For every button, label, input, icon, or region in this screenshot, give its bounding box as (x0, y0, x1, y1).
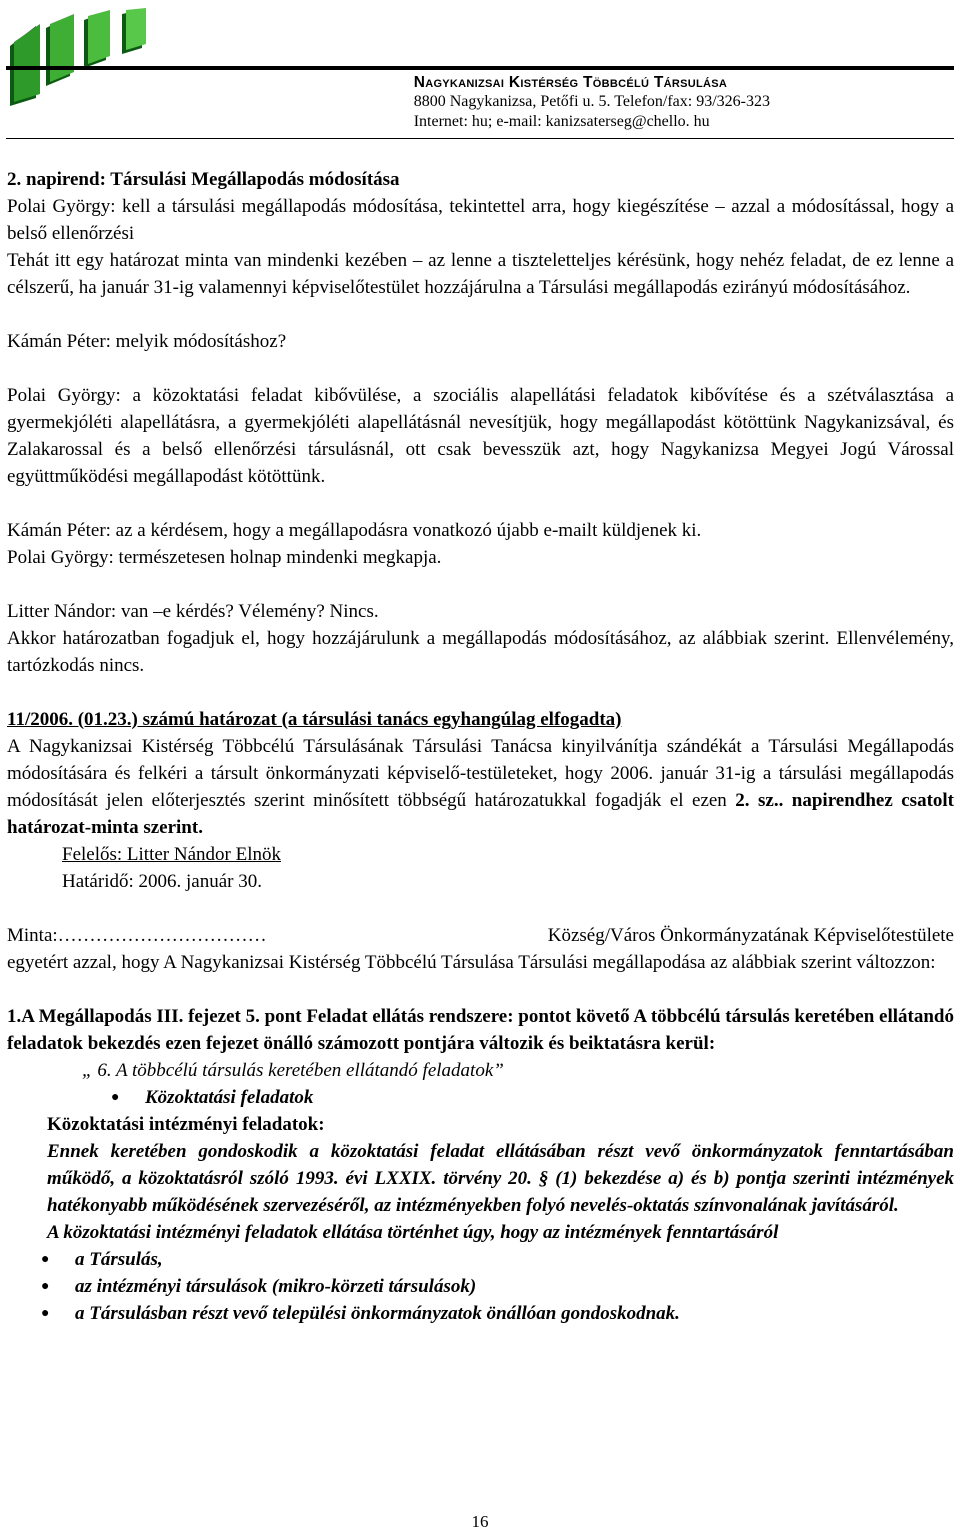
list-item: ● a Társulásban részt vevő települési önkormányzatok önállóan gondoskodnak. (7, 1300, 954, 1327)
paragraph-polai-1: Polai György: kell a társulási megállapodás módosítása, tekintettel arra, hogy kiegészítése – azzal a módosítással, hogy a belső ellenőrzési (7, 196, 954, 244)
nktt-logo (6, 6, 176, 112)
bullet-dot-icon: ● (41, 1306, 50, 1321)
minta-label: Minta:…………………………… (7, 925, 267, 946)
paragraph-kaman-1: Kámán Péter: melyik módosításhoz? (7, 331, 287, 352)
page-number: 16 (471, 1512, 489, 1531)
resolution-bold-tail: 2. sz.. napirendhez csatolt határozat-minta szerint. (7, 790, 955, 838)
paragraph-akkor: Akkor határozatban fogadjuk el, hogy hozzájárulunk a megállapodás módosításához, az alábbiak szerint. Ellenvélemény, tartózkodás nincs. (7, 628, 954, 676)
letterhead (0, 0, 960, 140)
bullet-main: ● Közoktatási feladatok (7, 1084, 954, 1111)
minta-right-text: Község/Város Önkormányzatának Képviselőtestülete (547, 925, 954, 946)
organization-address: 8800 Nagykanizsa, Petőfi u. 5. Telefon/fax: 93/326-323 (413, 93, 770, 110)
italic-paragraph-1: Ennek keretében gondoskodik a közoktatási feladat ellátásában részt vevő önkormányzatok fenntartásában működő, a közoktatásról szóló 1993. évi LXXIX. törvény 20. § (1) bekezdése a) és b) pontja szerinti intézmények hatékonyabb működésének szervezéséről, az intézményekben folyó nevelés-oktatás színvonalának javításáról. (47, 1141, 954, 1216)
paragraph-litter-1: Litter Nándor: van –e kérdés? Vélemény? Nincs. (7, 601, 379, 622)
resolution-text: A Nagykanizsai Kistérség Többcélú Társulásának Társulási Tanácsa kinyilvánítja szándékát a Társulási Megállapodás módosítására és felkéri a társult önkormányzati képviselő-testületeket, hogy 2006. január 31-ig a társulási megállapodás módosítását jelen előterjesztés szerint minősített többségű határozatukkal fogadják el ezen 2. sz.. napirendhez csatolt határozat-minta szerint. (7, 736, 955, 838)
resolution-title: 11/2006. (01.23.) számú határozat (a társulási tanács egyhangúlag elfogadta) (7, 709, 622, 730)
agenda-heading: 2. napirend: Társulási Megállapodás módosítása (7, 169, 400, 190)
header-rule (6, 66, 954, 70)
bullet-dot-icon: ● (111, 1090, 120, 1105)
list-item: ● a Társulás, (7, 1246, 954, 1273)
section-heading: 1.A Megállapodás III. fejezet 5. pont Feladat ellátás rendszere: pontot követő A többcélú társulás keretében ellátandó feladatok bekezdés ezen fejezet önálló számozott pontjára változik és beiktatásra kerül: (7, 1006, 954, 1054)
quote-line: „ 6. A többcélú társulás keretében ellátandó feladatok” (82, 1060, 504, 1081)
responsible-line: Felelős: Litter Nándor Elnök (62, 844, 281, 865)
organization-name: Nagykanizsai Kistérség Többcélú Társulása (413, 74, 728, 91)
bullet-dot-icon: ● (41, 1252, 50, 1267)
paragraph-polai-2: Polai György: a közoktatási feladat kibővülése, a szociális alapellátási feladatok kibővítése és a szétválasztása a gyermekjóléti alapellátásra, a gyermekjóléti alapellátásnál nevesítjük, hogy megállapodást kötöttünk Nagykanizsával, és Zalakarossal és a belső ellenőrzési társulásnál, ott csak bevesszük azt, hogy Nagykanizsa Megyei Jogú Várossal együttműködési megállapodást kötöttünk. (7, 385, 954, 487)
italic-paragraph-2: A közoktatási intézményi feladatok ellátása történhet úgy, hogy az intézmények fenntartásáról (47, 1222, 779, 1243)
list-item: ● az intézményi társulások (mikro-körzeti társulások) (7, 1273, 954, 1300)
deadline-line: Határidő: 2006. január 30. (62, 871, 262, 892)
document-body (7, 166, 954, 1327)
minta-rest: egyetért azzal, hogy A Nagykanizsai Kistérség Többcélú Társulása Társulási megállapodása az alábbiak szerint változzon: (7, 952, 936, 973)
organization-internet: Internet: hu; e-mail: kanizsaterseg@chello. hu (413, 113, 710, 130)
subheading: Közoktatási intézményi feladatok: (47, 1114, 325, 1135)
header-thin-rule (6, 138, 954, 139)
paragraph-tehat: Tehát itt egy határozat minta van mindenki kezében – az lenne a tiszteletteljes kérésünk, hogy nehéz feladat, de ez lenne a célszerű, ha január 31-ig valamennyi képviselőtestület hozzájárulna a Társulási megállapodás ezirányú módosításához. (7, 250, 954, 298)
organization-block (414, 74, 770, 132)
bullet-dot-icon: ● (41, 1279, 50, 1294)
minta-line (7, 922, 954, 949)
paragraph-kaman-2: Kámán Péter: az a kérdésem, hogy a megállapodásra vonatkozó újabb e-mailt küldjenek ki. (7, 520, 702, 541)
paragraph-polai-3: Polai György: természetesen holnap mindenki megkapja. (7, 547, 442, 568)
